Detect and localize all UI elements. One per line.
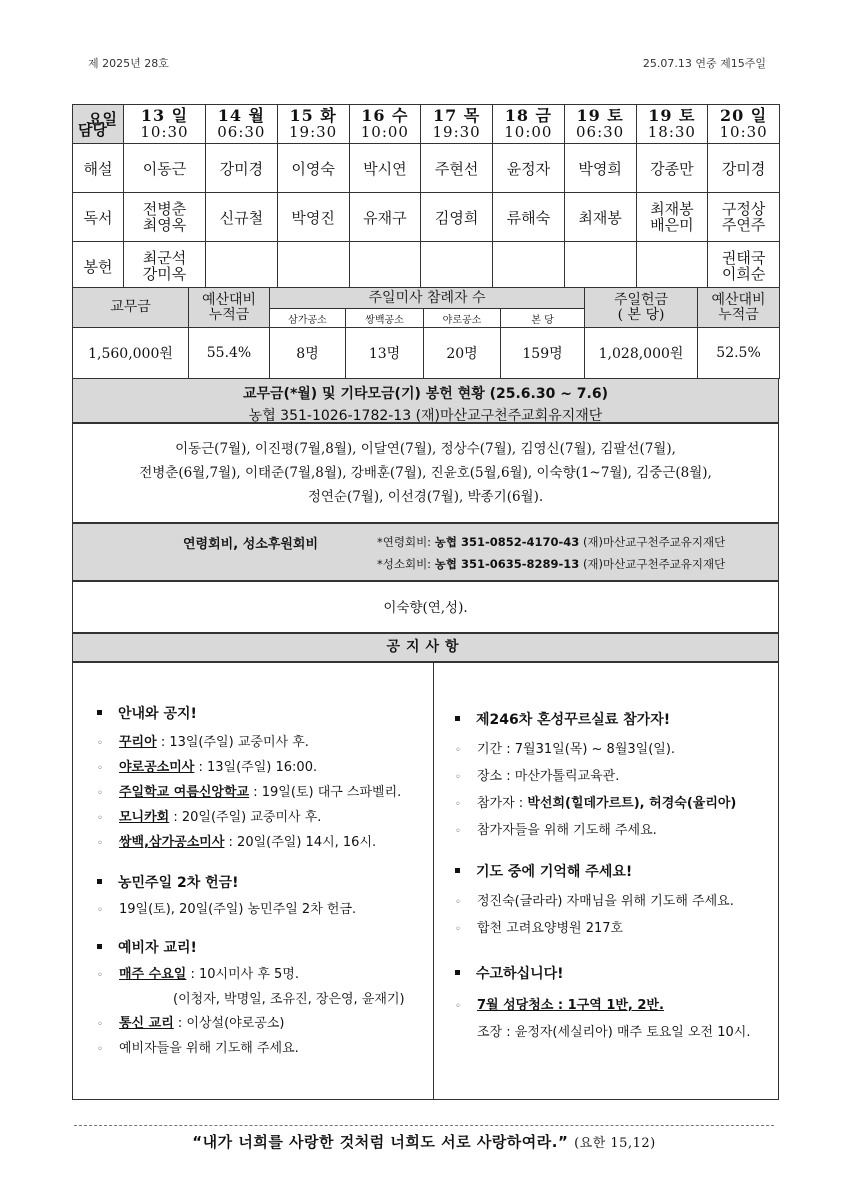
person-name: 강미옥 [142,265,187,283]
mass-time: 19:30 [289,123,338,141]
day-label: 14 월 [217,106,266,125]
corner-cell [73,105,124,144]
list-item [455,916,775,943]
item-text: : 19일(토) 대구 스파벨리. [249,785,402,800]
list-item [97,1012,427,1037]
duty-label: 독서 [73,193,124,242]
circle-bullet-icon: ◦ [97,1044,103,1055]
person-name: 박시연 [363,159,407,178]
circle-bullet-icon: ◦ [97,970,103,981]
issue-number: 제 2025년 28호 [88,57,169,70]
list-item [97,731,427,756]
duty-cell [206,242,278,291]
day-header [206,105,278,144]
circle-bullet-icon: ◦ [97,813,103,824]
list-item-continuation: (이청자, 박명일, 조유진, 장은영, 윤재기) [173,992,405,1007]
donation-title: 교무금(*월) 및 기타모금(기) 봉헌 현황 (25.6.30 ~ 7.6) [242,386,609,402]
kyomu-header: 교무금 [73,288,189,328]
budget-header-2-line2: 누적금 [718,306,759,323]
quote-text: “내가 너희를 사랑한 것처럼 너희도 서로 사랑하여라.” [192,1133,569,1151]
section-title: 농민주일 2차 헌금! [118,875,239,891]
duty-label: 해설 [73,144,124,193]
budget-header-1-line2: 누적금 [208,306,250,323]
donation-list [72,423,779,523]
square-bullet-icon [97,944,102,949]
membership-line-2-pre: *성소회비: [377,557,432,571]
section-title: 예비자 교리! [118,940,197,956]
item-text: 19일(토), 20일(주일) 농민주일 2차 헌금. [119,902,357,917]
duty-label: 봉헌 [73,242,124,291]
person-name: 박영진 [291,208,335,227]
notice-section-thanks [455,963,775,983]
section-title: 수고하십니다! [476,966,564,982]
donation-line-3: 정연순(7월), 이선경(7월), 박종기(6월). [307,489,544,505]
budget-header-2-line1: 예산대비 [711,291,766,308]
duty-cell [124,144,206,193]
list-item [97,898,427,923]
person-name: 강미경 [721,159,766,178]
duty-cell [493,144,565,193]
item-key: 주일학교 여름신앙학교 [119,785,250,800]
attendance-sub-samga: 삼가공소 [270,309,346,328]
mass-time: 06:30 [576,123,625,141]
notice-right-column [455,709,775,1046]
mass-time: 06:30 [217,123,266,141]
corner-duty-label: 담당 [78,121,107,139]
person-name: 구정상 [721,200,766,218]
person-name: 강미경 [219,159,264,178]
item-text: 장소 : 마산가톨릭교육관. [477,769,620,784]
list-item-continuation: 조장 : 윤정자(세실리아) 매주 토요일 오전 10시. [477,1025,751,1040]
duty-cell [124,242,206,291]
offering-header [585,288,698,328]
mass-time: 10:30 [140,123,189,141]
mass-time: 19:30 [432,123,481,141]
item-text: : 13일(주일) 교중미사 후. [156,735,309,750]
offering-header-line1: 주일헌금 [613,291,669,308]
notice-section-cursillo [455,709,775,729]
person-name: 류해숙 [506,208,551,227]
donation-line-2: 전병춘(6월,7월), 이태준(7월,8월), 강배훈(7월), 진윤호(5월,6월), 이숙향(1~7월), 김중근(8월), [139,465,712,481]
attendance-value-samga: 8명 [270,328,346,379]
duty-cell [206,193,278,242]
budget-header-1-line1: 예산대비 [201,291,257,308]
square-bullet-icon [97,879,102,884]
budget-header-2 [698,288,780,328]
day-label: 13 일 [140,106,189,125]
membership-line-2-account: 농협 351-0635-8289-13 [434,557,580,571]
person-name: 최재봉 [650,200,694,218]
duty-cell [277,144,349,193]
list-item [455,737,775,764]
item-text: : 13일(주일) 16:00. [194,760,318,775]
membership-names: 이숙향(연,성). [72,581,779,633]
list-item [455,818,775,845]
list-item [97,1037,427,1062]
circle-bullet-icon: ◦ [97,738,103,749]
person-name: 전병춘 [142,200,187,218]
notice-section-announcements [97,703,427,723]
list-item [97,781,427,806]
day-label: 20 일 [719,106,768,125]
item-key: 쌍백,삼가공소미사 [119,835,225,850]
circle-bullet-icon: ◦ [97,838,103,849]
list-item [455,791,775,818]
corner-day-label: 요일 [88,110,117,128]
schedule-table [72,104,780,291]
item-key: 통신 교리 [119,1016,174,1031]
item-text: 참가자들을 위해 기도해 주세요. [477,823,657,838]
membership-label: 연령회비, 성소후원회비 [183,537,319,552]
duty-cell [636,144,708,193]
day-header [349,105,421,144]
day-label: 15 화 [289,106,337,125]
duty-cell [277,242,349,291]
item-key: 꾸리아 [119,735,157,750]
footer-divider [74,1125,774,1126]
duty-cell [708,242,780,291]
membership-line-1 [377,534,725,550]
circle-bullet-icon: ◦ [455,745,461,756]
circle-bullet-icon: ◦ [455,897,461,908]
day-label: 17 목 [432,106,481,125]
person-name: 최영옥 [142,216,187,234]
membership-line-2 [377,556,725,572]
item-text: 참가자 : [477,796,528,811]
list-item [97,831,427,856]
membership-line-1-pre: *연령회비: [377,535,432,549]
circle-bullet-icon: ◦ [455,772,461,783]
duty-cell [421,193,493,242]
budget-value-1: 55.4% [189,328,270,379]
item-key: 매주 수요일 [119,967,187,982]
day-label: 19 토 [648,106,696,125]
notice-divider [433,663,434,1099]
item-text: 합천 고려요양병원 217호 [477,921,624,936]
duty-cell [564,193,636,242]
attendance-header: 주일미사 참례자 수 [270,288,585,309]
day-header [277,105,349,144]
list-item [455,764,775,791]
offering-value: 1,028,000원 [585,328,698,379]
mass-time: 18:30 [647,123,696,141]
item-text: : 1구역 1반, 2반. [553,998,664,1013]
person-name: 강종만 [650,159,694,178]
duty-cell [564,242,636,291]
budget-header-1 [189,288,270,328]
item-text: : 이상설(야로공소) [173,1016,285,1031]
item-text: : 20일(주일) 14시, 16시. [224,835,377,850]
square-bullet-icon [455,970,460,975]
notice-section-farmers-sunday [97,872,427,892]
item-text: 예비자들을 위해 기도해 주세요. [119,1041,299,1056]
membership-line-1-account: 농협 351-0852-4170-43 [434,535,580,549]
membership-line-2-post: (재)마산교구천주교유지재단 [582,557,726,571]
person-name: 권태국 [721,249,766,267]
list-item [97,963,427,988]
list-item [97,806,427,831]
section-title: 기도 중에 기억해 주세요! [476,864,633,880]
list-item [455,889,775,916]
footer-quote [0,1131,848,1152]
item-key: 야로공소미사 [119,760,195,775]
notice-body [72,662,779,1100]
person-name: 최재봉 [578,208,622,227]
section-title: 제246차 혼성꾸르실료 참가자! [476,712,671,728]
circle-bullet-icon: ◦ [455,1001,461,1012]
person-name: 배은미 [650,216,694,234]
day-header [493,105,565,144]
circle-bullet-icon: ◦ [97,763,103,774]
duty-cell [349,144,421,193]
item-text: : 10시미사 후 5명. [186,967,299,982]
notice-left-column [97,703,427,1062]
square-bullet-icon [97,710,102,715]
mass-time: 10:00 [360,123,409,141]
day-label: 18 금 [504,106,553,125]
day-header [708,105,780,144]
notice-section-catechumen [97,937,427,957]
attendance-sub-yaro: 야로공소 [424,309,501,328]
circle-bullet-icon: ◦ [455,799,461,810]
donation-account: 농협 351-1026-1782-13 (재)마산교구천주교회유지재단 [248,408,603,424]
item-text: 기간 : 7월31일(목) ~ 8월3일(일). [477,742,676,757]
circle-bullet-icon: ◦ [97,1019,103,1030]
duty-cell [564,144,636,193]
circle-bullet-icon: ◦ [97,905,103,916]
person-name: 이동근 [142,159,187,178]
budget-value-2: 52.5% [698,328,780,379]
duty-cell [349,193,421,242]
kyomu-value: 1,560,000원 [73,328,189,379]
offering-header-line2: ( 본 당) [617,306,665,323]
duty-cell [636,193,708,242]
notice-title: 공지사항 [72,633,779,662]
circle-bullet-icon: ◦ [455,826,461,837]
quote-reference: (요한 15,12) [574,1136,656,1151]
duty-cell [708,144,780,193]
item-text: 정진숙(글라라) 자매님을 위해 기도해 주세요. [477,894,734,909]
duty-cell [493,193,565,242]
item-bold: 박선희(힐데가르트), 허경숙(율리아) [527,796,737,811]
day-header [421,105,493,144]
attendance-value-main: 159명 [501,328,585,379]
person-name: 최군석 [142,249,187,267]
person-name: 이영숙 [291,159,335,178]
item-text: : 20일(주일) 교중미사 후. [169,810,322,825]
person-name: 박영희 [578,159,622,178]
person-name: 신규철 [219,208,264,227]
day-header [636,105,708,144]
duty-cell [421,242,493,291]
person-name: 주연주 [721,216,766,234]
square-bullet-icon [455,716,460,721]
membership-line-1-post: (재)마산교구천주교유지재단 [582,535,726,549]
mass-time: 10:30 [719,123,768,141]
attendance-sub-main: 본 당 [501,309,585,328]
list-item [97,756,427,781]
finance-table [72,287,780,379]
person-name: 이희순 [721,265,766,283]
duty-cell [493,242,565,291]
attendance-value-yaro: 20명 [424,328,501,379]
duty-cell [421,144,493,193]
list-item [455,993,775,1020]
duty-cell [708,193,780,242]
membership-header [72,523,779,581]
issue-date: 25.07.13 연중 제15주일 [642,57,766,70]
day-label: 16 수 [361,106,409,125]
item-key: 모니카회 [119,810,170,825]
person-name: 주현선 [434,159,479,178]
person-name: 윤정자 [506,159,551,178]
person-name: 유재구 [363,208,407,227]
duty-cell [206,144,278,193]
duty-cell [124,193,206,242]
day-label: 19 토 [576,106,624,125]
section-title: 안내와 공지! [118,706,197,722]
duty-cell [349,242,421,291]
circle-bullet-icon: ◦ [97,788,103,799]
square-bullet-icon [455,868,460,873]
circle-bullet-icon: ◦ [455,924,461,935]
donation-header [72,378,779,423]
mass-time: 10:00 [504,123,553,141]
duty-cell [636,242,708,291]
item-key: 7월 성당청소 [477,998,554,1013]
notice-section-prayer [455,861,775,881]
donation-line-1: 이동근(7월), 이진평(7월,8월), 이달연(7월), 정상수(7월), 김영신(7월), 김팔선(7월), [175,441,676,457]
day-header [124,105,206,144]
attendance-sub-ssangbaek: 쌍백공소 [346,309,424,328]
duty-cell [277,193,349,242]
day-header [564,105,636,144]
person-name: 김영희 [434,208,479,227]
attendance-value-ssangbaek: 13명 [346,328,424,379]
